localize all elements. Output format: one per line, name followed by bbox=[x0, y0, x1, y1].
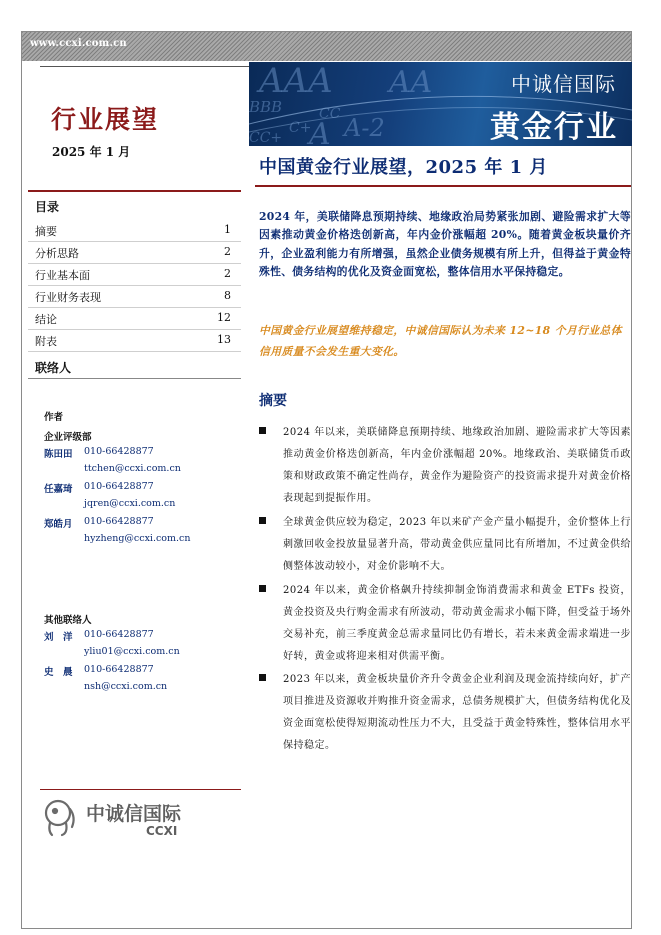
toc-item-page: 2 bbox=[224, 245, 231, 258]
square-bullet-icon bbox=[259, 674, 266, 681]
square-bullet-icon bbox=[259, 517, 266, 524]
other-contacts-label: 其他联络人 bbox=[44, 615, 92, 626]
author-phone: 010-66428877 bbox=[84, 446, 154, 457]
divider bbox=[28, 190, 241, 192]
toc-item-page: 1 bbox=[224, 223, 231, 236]
author-name: 任嘉琦 bbox=[44, 484, 73, 495]
logo-text-cn: 中诚信国际 bbox=[86, 803, 182, 825]
divider bbox=[40, 66, 249, 67]
contact-phone: 010-66428877 bbox=[84, 664, 154, 675]
author-email[interactable]: jqren@ccxi.com.cn bbox=[84, 498, 176, 509]
square-bullet-icon bbox=[259, 427, 266, 434]
toc-item-summary[interactable] bbox=[28, 219, 241, 242]
site-url[interactable]: www.ccxi.com.cn bbox=[30, 38, 127, 49]
toc-item-label: 摘要 bbox=[35, 225, 57, 238]
summary-bullet-text: 2024 年以来，黄金价格飙升持续抑制金饰消费需求和黄金 ETFs 投资，黄金投资及央行购金需求有所波动，带动黄金需求小幅下降，但受益于场外交易补充，前三季度黄金总需求量同比仍有增长，若未来黄金需求端进一步好转，黄金或将迎来相对供需平衡。 bbox=[283, 585, 631, 662]
divider bbox=[28, 378, 241, 379]
author-email[interactable]: ttchen@ccxi.com.cn bbox=[84, 463, 181, 474]
banner-mark: C+ bbox=[289, 120, 312, 136]
contacts-title: 联络人 bbox=[35, 361, 72, 375]
banner-mark: AAA bbox=[259, 62, 333, 101]
toc-item-page: 13 bbox=[217, 333, 231, 346]
toc-item-conclusion[interactable] bbox=[28, 307, 241, 330]
key-findings: 2024 年，美联储降息预期持续、地缘政治局势紧张加剧、避险需求扩大等因素推动黄金价格迭创新高，年内金价涨幅超 20%。随着黄金板块量价齐升，企业盈利能力有所增强，虽然企业债务规模有所上升，但得益于黄金特殊性、债务结构的优化及资金面宽松，整体信用水平保持稳定。 bbox=[259, 210, 631, 279]
toc-item-analysis[interactable] bbox=[28, 241, 241, 264]
toc-item-label: 行业财务表现 bbox=[35, 291, 101, 304]
logo-text-en: CCXI bbox=[146, 824, 178, 838]
author-email[interactable]: hyzheng@ccxi.com.cn bbox=[84, 533, 191, 544]
banner-mark: BBB bbox=[249, 98, 283, 116]
report-title: 中国黄金行业展望，2025 年 1 月 bbox=[259, 157, 548, 178]
toc-item-label: 行业基本面 bbox=[35, 269, 90, 282]
contact-name: 刘 洋 bbox=[44, 632, 73, 643]
toc-item-page: 8 bbox=[224, 289, 231, 302]
doc-date: 2025 年 1 月 bbox=[52, 145, 131, 159]
banner-company-name: 中诚信国际 bbox=[511, 72, 616, 96]
banner-mark: CC bbox=[319, 106, 341, 122]
author-phone: 010-66428877 bbox=[84, 516, 154, 527]
banner bbox=[249, 62, 632, 146]
contact-email[interactable]: yliu01@ccxi.com.cn bbox=[84, 646, 180, 657]
author-phone: 010-66428877 bbox=[84, 481, 154, 492]
section-title-summary: 摘要 bbox=[259, 393, 287, 409]
divider bbox=[255, 185, 631, 187]
banner-mark: AA bbox=[389, 65, 433, 100]
divider bbox=[40, 789, 241, 790]
toc-item-financials[interactable] bbox=[28, 285, 241, 308]
author-name: 陈田田 bbox=[44, 449, 73, 460]
banner-industry-name: 黄金行业 bbox=[490, 110, 618, 145]
summary-bullet-text: 全球黄金供应较为稳定，2023 年以来矿产金产量小幅提升，金价整体上行刺激回收金投放量显著升高，带动黄金供应量同比有所增加，不过黄金供给侧整体波动较小，对金价影响不大。 bbox=[283, 517, 631, 572]
toc-item-fundamentals[interactable] bbox=[28, 263, 241, 286]
authors-label: 作者 bbox=[44, 412, 64, 423]
toc-title: 目录 bbox=[35, 200, 60, 214]
toc-item-label: 结论 bbox=[35, 313, 57, 326]
contact-phone: 010-66428877 bbox=[84, 629, 154, 640]
contact-name: 史 晨 bbox=[44, 667, 73, 678]
toc-item-label: 附表 bbox=[35, 335, 57, 348]
square-bullet-icon bbox=[259, 585, 266, 592]
elephant-icon bbox=[46, 801, 74, 835]
banner-mark: CC+ bbox=[249, 130, 283, 146]
toc-item-page: 2 bbox=[224, 267, 231, 280]
toc-item-label: 分析思路 bbox=[35, 247, 79, 260]
author-name: 郑皓月 bbox=[44, 519, 73, 530]
toc-item-appendix[interactable] bbox=[28, 329, 241, 352]
banner-mark: A-2 bbox=[344, 114, 385, 142]
contact-email[interactable]: nsh@ccxi.com.cn bbox=[84, 681, 168, 692]
dept-label: 企业评级部 bbox=[44, 432, 92, 443]
toc-item-page: 12 bbox=[217, 311, 231, 324]
doc-type: 行业展望 bbox=[51, 105, 160, 134]
summary-bullet-text: 2023 年以来，黄金板块量价齐升令黄金企业利润及现金流持续向好，扩产项目推进及资源收并购推升资金需求，总债务规模扩大，但债务结构优化及资金面宽松使得短期流动性压力不大，且受益于黄金特殊性，整体信用水平保持稳定。 bbox=[283, 674, 631, 751]
banner-mark: A bbox=[309, 117, 331, 146]
summary-bullet-text: 2024 年以来，美联储降息预期持续、地缘政治加剧、避险需求扩大等因素推动黄金价格迭创新高，年内金价涨幅超 20%。地缘政治、美联储货币政策和财政政策不确定性尚存，黄金作为避险资产的投资需求提升对黄金价格表现起到提振作用。 bbox=[283, 427, 631, 504]
outlook-conclusion: 中国黄金行业展望维持稳定，中诚信国际认为未来 12~18 个月行业总体信用质量不会发生重大变化。 bbox=[259, 324, 622, 358]
ccxi-logo bbox=[40, 795, 200, 841]
